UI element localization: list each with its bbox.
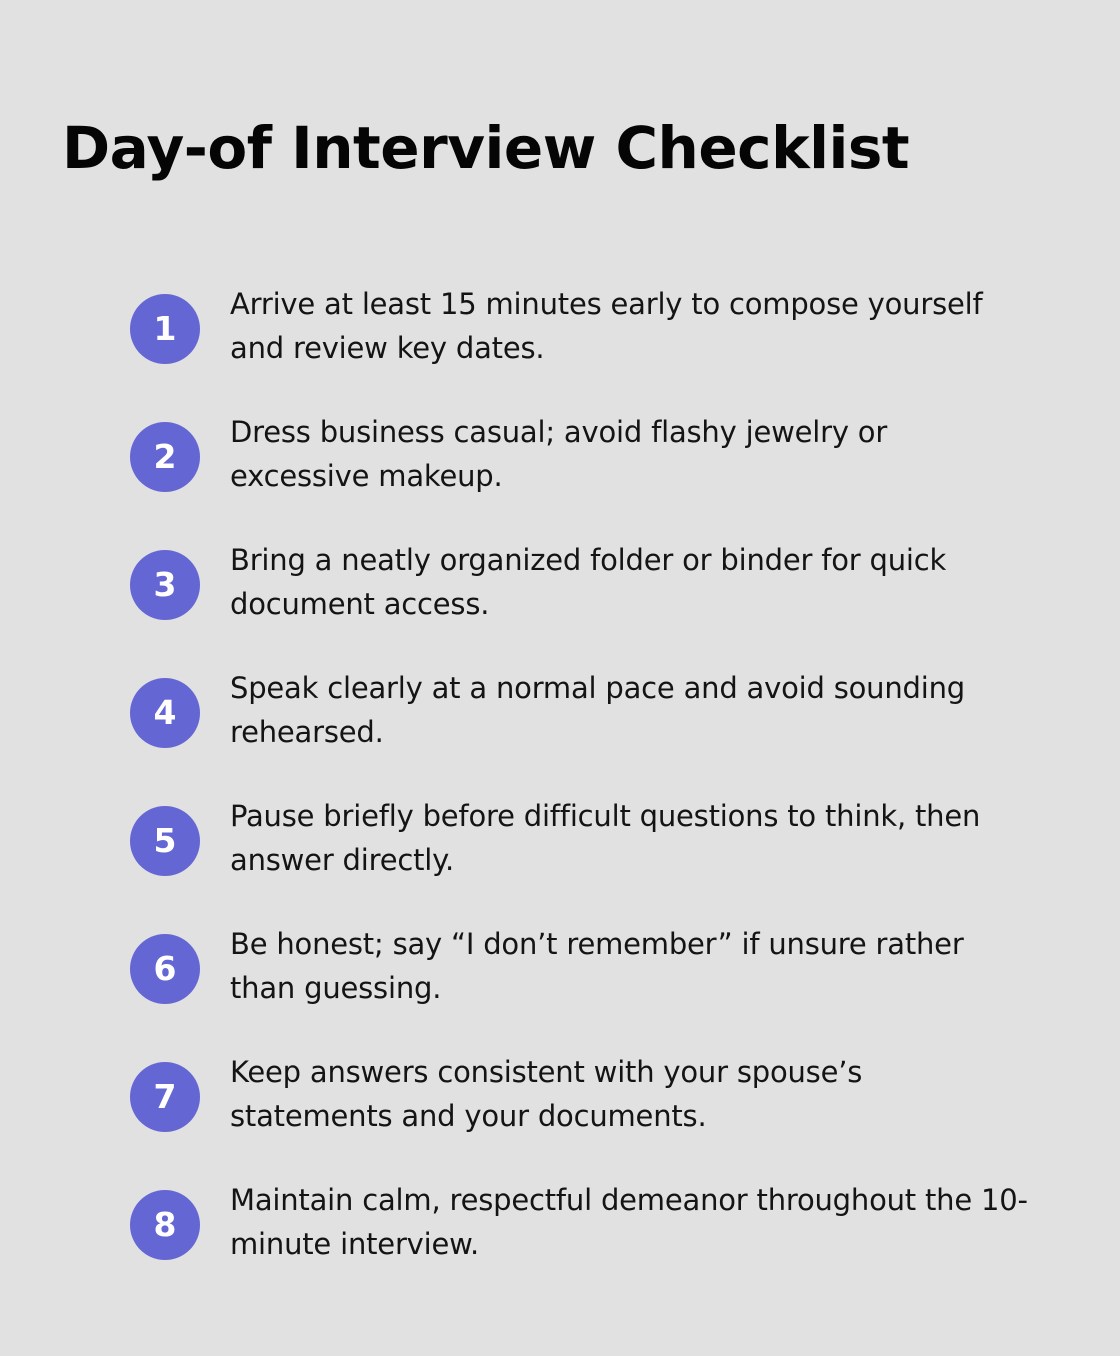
step-text: Be honest; say “I don’t remember” if unsure rather than guessing. [230, 927, 964, 1005]
step-number-badge: 3 [130, 550, 200, 620]
step-text: Speak clearly at a normal pace and avoid sounding rehearsed. [230, 671, 965, 749]
step-number-badge: 8 [130, 1190, 200, 1260]
step-number-badge: 5 [130, 806, 200, 876]
step-number-badge: 6 [130, 934, 200, 1004]
checklist-item [130, 410, 1030, 500]
step-number-badge: 2 [130, 422, 200, 492]
checklist-item [130, 794, 1030, 884]
checklist-item [130, 538, 1030, 628]
step-number-badge: 1 [130, 294, 200, 364]
checklist-item [130, 1050, 1030, 1140]
step-text: Keep answers consistent with your spouse’s statements and your documents. [230, 1055, 863, 1133]
checklist-item [130, 1178, 1030, 1268]
step-number-badge: 7 [130, 1062, 200, 1132]
checklist-item [130, 282, 1030, 372]
step-text: Arrive at least 15 minutes early to compose yourself and review key dates. [230, 287, 983, 365]
checklist-item [130, 666, 1030, 756]
page-title: Day-of Interview Checklist [62, 114, 910, 182]
step-text: Maintain calm, respectful demeanor throughout the 10-minute interview. [230, 1183, 1028, 1261]
step-text: Dress business casual; avoid flashy jewelry or excessive makeup. [230, 415, 888, 493]
step-text: Bring a neatly organized folder or binder for quick document access. [230, 543, 947, 621]
step-number-badge: 4 [130, 678, 200, 748]
checklist-item [130, 922, 1030, 1012]
step-text: Pause briefly before difficult questions to think, then answer directly. [230, 799, 981, 877]
